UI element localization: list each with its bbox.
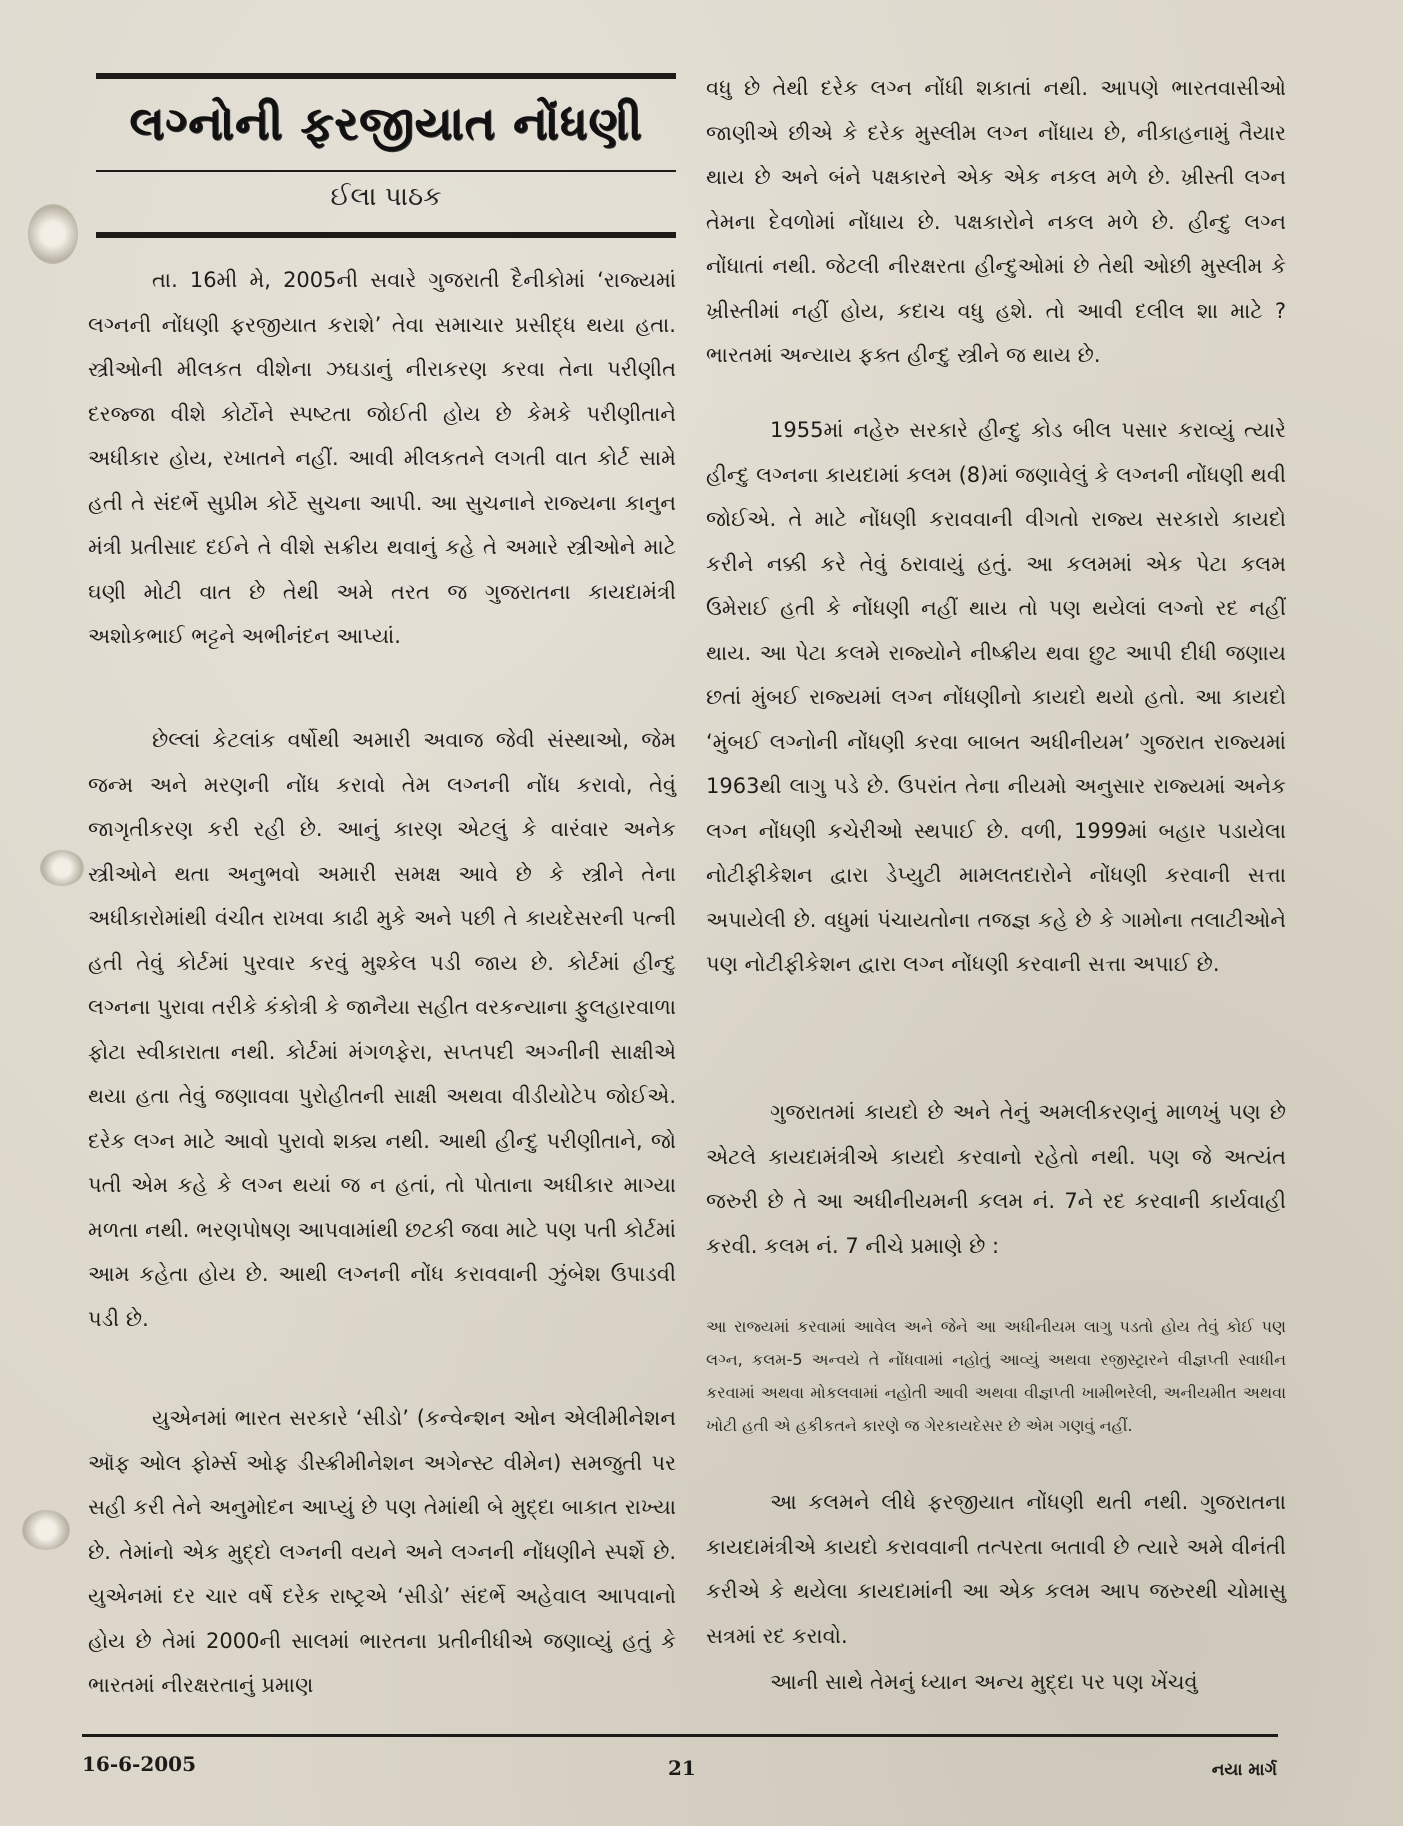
article-title: લગ્નોની ફરજીયાત નોંધણી bbox=[129, 96, 643, 150]
footer-rule bbox=[82, 1734, 1278, 1737]
right-paragraph-4: આ કલમને લીધે ફરજીયાત નોંધણી થતી નથી. ગુજરાતના કાયદામંત્રીએ કાયદો કરાવવાની તત્પરતા બતાવી છે ત્યારે અમે વીનંતી કરીએ કે થયેલા કાયદામાંની આ એક કલમ આપ જરુરથી ચોમાસુ સત્રમાં રદ કરાવો. bbox=[706, 1490, 1286, 1648]
right-paragraph-3: ગુજરાતમાં કાયદો છે અને તેનું અમલીકરણનું માળખું પણ છે એટલે કાયદામંત્રીએ કાયદો કરવાનો રહેતો નથી. પણ જે અત્યંત જરુરી છે તે આ અધીનીયમની કલમ નં. 7ને રદ કરવાની કાર્યવાહી કરવી. કલમ નં. 7 નીચે પ્રમાણે છે : bbox=[706, 1100, 1286, 1258]
quoted-section-7: આ રાજ્યમાં કરવામાં આવેલ અને જેને આ અધીનીયમ લાગુ પડતો હોય તેવું કોઈ પણ લગ્ન, કલમ-5 અન્વયે તે નોંધવામાં નહોતું આવ્યું અથવા રજીસ્ટ્રારને વીજ્ઞપ્તી સ્વાધીન કરવામાં અથવા મોકલવામાં નહોતી આવી અથવા વીજ્ઞપ્તી ખામીભરેલી, અનીયમીત અથવા ખોટી હતી એ હકીકતને કારણે જ ગેરકાયદેસર છે એમ ગણવું નહીં. bbox=[706, 1317, 1286, 1435]
footer-date: 16-6-2005 bbox=[82, 1752, 197, 1776]
magazine-name: નયા માર્ગ bbox=[1211, 1760, 1277, 1780]
author-bottom-rule bbox=[96, 232, 676, 238]
left-paragraph-3: યુએનમાં ભારત સરકારે ‘સીડો’ (કન્વેન્શન ઓન એલીમીનેશન ઑફ ઓલ ફોર્મ્સ ઓફ ડીસ્ક્રીમીનેશન અગેન્સ્ટ વીમેન) સમજુતી પર સહી કરી તેને અનુમોદન આપ્યું છે પણ તેમાંથી બે મુદ્દા બાકાત રાખ્યા છે. તેમાંનો એક મુદ્દો લગ્નની વયને અને લગ્નની નોંધણીને સ્પર્શે છે. યુએનમાં દર ચાર વર્ષે દરેક રાષ્ટ્રએ ‘સીડો’ સંદર્ભે અહેવાલ આપવાનો હોય છે તેમાં 2000ની સાલમાં ભારતના પ્રતીનીધીએ જણાવ્યું હતું કે ભારતમાં નીરક્ષરતાનું પ્રમાણ bbox=[88, 1406, 676, 1697]
paper-hole bbox=[40, 850, 84, 886]
title-top-rule bbox=[96, 73, 676, 79]
paper-hole bbox=[28, 204, 78, 264]
paper-hole bbox=[22, 1510, 70, 1550]
right-paragraph-2: 1955માં નહેરુ સરકારે હીન્દુ કોડ બીલ પસાર કરાવ્યું ત્યારે હીન્દુ લગ્નના કાયદામાં કલમ (8)માં જણાવેલું કે લગ્નની નોંધણી થવી જોઈએ. તે માટે નોંધણી કરાવવાની વીગતો રાજ્ય સરકારો કાયદો કરીને નક્કી કરે તેવું ઠરાવાયું હતું. આ કલમમાં એક પેટા કલમ ઉમેરાઈ હતી કે નોંધણી નહીં થાય તો પણ થયેલાં લગ્નો રદ નહીં થાય. આ પેટા કલમે રાજ્યોને નીષ્ક્રીય થવા છુટ આપી દીધી જણાય છતાં મુંબઈ રાજ્યમાં લગ્ન નોંધણીનો કાયદો થયો હતો. આ કાયદો ‘મુંબઈ લગ્નોની નોંધણી કરવા બાબત અધીનીયમ’ ગુજરાત રાજ્યમાં 1963થી લાગુ પડે છે. ઉપરાંત તેના નીયમો અનુસાર રાજ્યમાં અનેક લગ્ન નોંધણી કચેરીઓ સ્થપાઈ છે. વળી, 1999માં બહાર પડાયેલા નોટીફીકેશન દ્વારા ડેપ્યુટી મામલતદારોને નોંધણી કરવાની સત્તા અપાયેલી છે. વધુમાં પંચાયતોના તજજ્ઞ કહે છે કે ગામોના તલાટીઓને પણ નોટીફીકેશન દ્વારા લગ્ન નોંધણી કરવાની સત્તા અપાઈ છે. bbox=[706, 418, 1286, 976]
article-author: ઈલા પાઠક bbox=[330, 182, 442, 212]
right-paragraph-1: વધુ છે તેથી દરેક લગ્ન નોંધી શકાતાં નથી. આપણે ભારતવાસીઓ જાણીએ છીએ કે દરેક મુસ્લીમ લગ્ન નોંધાય છે, નીકાહનામું તૈયાર થાય છે અને બંને પક્ષકારને એક એક નકલ મળે છે. ખ્રીસ્તી લગ્ન તેમના દેવળોમાં નોંધાય છે. પક્ષકારોને નકલ મળે છે. હીન્દુ લગ્ન નોંધાતાં નથી. જેટલી નીરક્ષરતા હીન્દુઓમાં છે તેથી ઓછી મુસ્લીમ કે ખ્રીસ્તીમાં નહીં હોય, કદાચ વધુ હશે. તો આવી દલીલ શા માટે ? ભારતમાં અન્યાય ફક્ત હીન્દુ સ્ત્રીને જ થાય છે. bbox=[706, 76, 1286, 367]
page-number: 21 bbox=[668, 1756, 696, 1780]
right-paragraph-5: આની સાથે તેમનું ધ્યાન અન્ય મુદ્દા પર પણ ખેંચવું bbox=[770, 1670, 1198, 1694]
title-divider bbox=[96, 170, 676, 172]
left-paragraph-1: તા. 16મી મે, 2005ની સવારે ગુજરાતી દૈનીકોમાં ‘રાજ્યમાં લગ્નની નોંધણી ફરજીયાત કરાશે’ તેવા સમાચાર પ્રસીદ્ધ થયા હતા. સ્ત્રીઓની મીલકત વીશેના ઝઘડાનું નીરાકરણ કરવા તેના પરીણીત દરજ્જા વીશે કોર્ટોને સ્પષ્ટતા જોઈતી હોય છે કેમકે પરીણીતાને અધીકાર હોય, રખાતને નહીં. આવી મીલકતને લગતી વાત કોર્ટ સામે હતી તે સંદર્ભે સુપ્રીમ કોર્ટે સુચના આપી. આ સુચનાને રાજ્યના કાનુન મંત્રી પ્રતીસાદ દઈને તે વીશે સક્રીય થવાનું કહે તે અમારે સ્ત્રીઓને માટે ઘણી મોટી વાત છે તેથી અમે તરત જ ગુજરાતના કાયદામંત્રી અશોકભાઈ ભટ્ટને અભીનંદન આપ્યાં. bbox=[88, 268, 676, 648]
left-paragraph-2: છેલ્લાં કેટલાંક વર્ષોથી અમારી અવાજ જેવી સંસ્થાઓ, જેમ જન્મ અને મરણની નોંધ કરાવો તેમ લગ્નની નોંધ કરાવો, તેવું જાગૃતીકરણ કરી રહી છે. આનું કારણ એટલું કે વારંવાર અનેક સ્ત્રીઓને થતા અનુભવો અમારી સમક્ષ આવે છે કે સ્ત્રીને તેના અધીકારોમાંથી વંચીત રાખવા કાઢી મુકે અને પછી તે કાયદેસરની પત્ની હતી તેવું કોર્ટમાં પુરવાર કરવું મુશ્કેલ પડી જાય છે. કોર્ટમાં હીન્દુ લગ્નના પુરાવા તરીકે કંકોત્રી કે જાનૈયા સહીત વરકન્યાના ફુલહારવાળા ફોટા સ્વીકારાતા નથી. કોર્ટમાં મંગળફેરા, સપ્તપદી અગ્નીની સાક્ષીએ થયા હતા તેવું જણાવવા પુરોહીતની સાક્ષી અથવા વીડીયોટેપ જોઈએ. દરેક લગ્ન માટે આવો પુરાવો શક્ય નથી. આથી હીન્દુ પરીણીતાને, જો પતી એમ કહે કે લગ્ન થયાં જ ન હતાં, તો પોતાના અધીકાર માગ્યા મળતા નથી. ભરણપોષણ આપવામાંથી છટકી જવા માટે પણ પતી કોર્ટમાં આમ કહેતા હોય છે. આથી લગ્નની નોંધ કરાવવાની ઝુંબેશ ઉપાડવી પડી છે. bbox=[88, 728, 676, 1331]
